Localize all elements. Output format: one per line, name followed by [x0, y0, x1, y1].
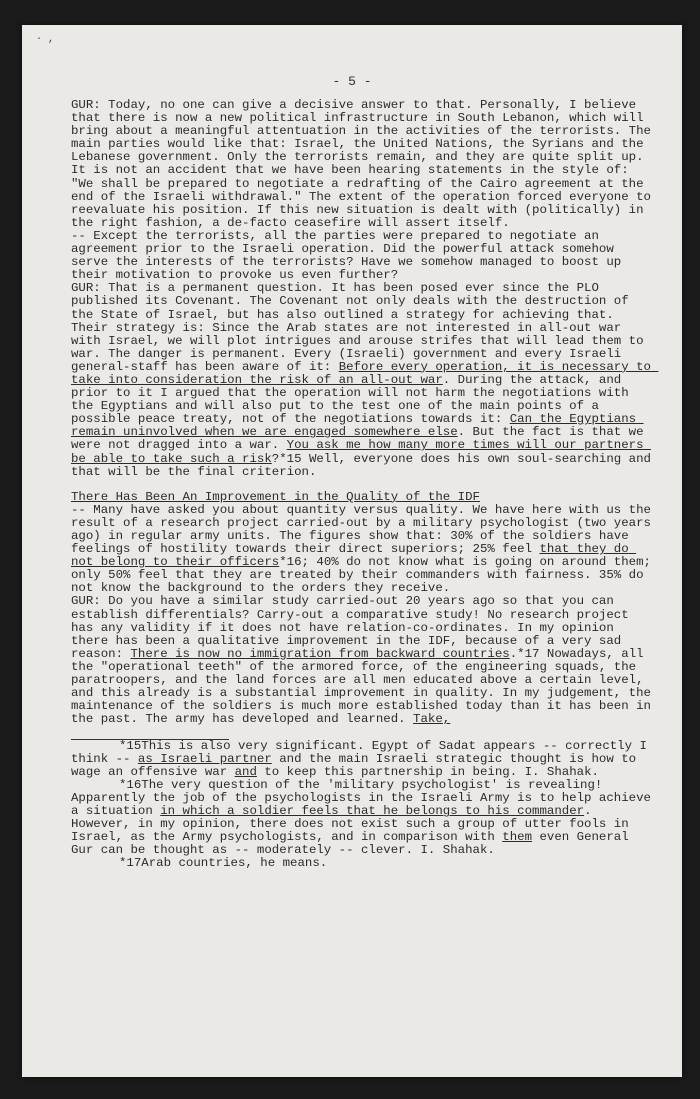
corner-mark: · , [36, 34, 55, 45]
paragraph-question-2 [71, 502, 659, 596]
text: *15This is also very significant. Egypt of Sadat appears -- correctly I think -- [71, 739, 647, 767]
text: and the main Israeli strategic thought is how to wage an offensive war [71, 752, 637, 780]
text: GUR: Do you have a similar study carried-out 20 years ago so that you can establish differentials? Carry-out a comparative study! No research project has any validity if it does not have relation-co-ordinates. In my opinion there has been a qualitative improvement in the IDF, because of a very sad reason: [71, 594, 637, 661]
text: even General Gur can be thought as -- moderately -- clever. I. Shahak. [71, 830, 629, 858]
footnote-15 [71, 740, 651, 779]
underlined-text: Before every operation, it is necessary to take into consideration the risk of an all-out war [71, 359, 659, 387]
footnote-17 [71, 857, 651, 870]
text: . During the attack, and prior to it I argued that the operation will not harm the negotiations with the Egyptians and will also put to the test one of the main points of a possible peace treaty, not of the negotiations towards it: [71, 372, 637, 427]
text: . However, in my opinion, there does not exist such a group of utter fools in Israel, as the Army psychologists, and in comparison with [71, 804, 629, 845]
document-body [71, 98, 659, 871]
underlined-text: in which a soldier feels that he belongs to his commander [160, 804, 585, 819]
section-heading: There Has Been An Improvement in the Quality of the IDF [71, 489, 480, 504]
footnote-16 [71, 779, 651, 857]
paragraph-question-1: -- Except the terrorists, all the parties were prepared to negotiate an agreement prior to the Israeli operation. Did the powerful attack somehow serve the interests of the terrorists? Have we somehow managed to boost up their motivation to provoke us even further? [71, 228, 629, 283]
underlined-text: and [234, 765, 257, 780]
underlined-text: them [502, 830, 533, 845]
text: -- Many have asked you about quantity versus quality. We have here with us the result of a research project carried-out by a military psychologist (two years ago) in regular army units. The figures show that: 30% of the soldiers have feelings of hostility towards their direct superiors; 25% feel [71, 502, 659, 557]
text: *16The very question of the 'military psychologist' is revealing! Apparently the job of the psychologists in the Israeli Army is to help achieve a situation [71, 778, 651, 819]
text: . But the fact is that we were not dragged into a war. [71, 425, 651, 453]
paragraph-gur-answer-1: GUR: Today, no one can give a decisive answer to that. Personally, I believe that there is now a new political infrastructure in South Lebanon, which will bring about a meaningful attentuation in the activities of the terrorists. The main parties would like that: Israel, the United Nations, the Syrians and the Lebanese government. Only the terrorists remain, and they are quite split up. It is not an accident that we have been hearing statements in the style of: "We shall be prepared to negotiate a redrafting of the Cairo agreement at the end of the Israeli withdrawal." The extent of the operation forced everyone to reevaluate his position. If this new situation is dealt with (politically) in the right fashion, a de-facto ceasefire will assert itself. [71, 98, 659, 230]
paragraph-gur-answer-3 [71, 594, 659, 727]
page-number: - 5 - [332, 74, 372, 89]
text: *16; 40% do not know what is going on around them; only 50% feel that they are treated by their commanders with fairness. 35% do not know the background to the orders they receive. [71, 555, 659, 596]
underlined-text: Can the Egyptians remain uninvolved when we are engaged somewhere else [71, 412, 644, 440]
underlined-text: Take, [413, 712, 451, 727]
text: *17Arab countries, he means. [119, 856, 328, 871]
underlined-text: There is now no immigration from backward countries [130, 646, 510, 661]
underlined-text: that they do not belong to their officers [71, 542, 637, 570]
text: .*17 Nowadays, all the "operational teeth" of the armored force, of the engineering squads, the paratroopers, and the land forces are all men educated above a certain level, and this already is a substantial improvement in quality. In my judgement, the maintenance of the soldiers is much more established today than it has been in the past. The army has developed and learned. [71, 646, 659, 727]
text: ?*15 Well, everyone does his own soul-searching and that will be the final criterion. [71, 451, 659, 479]
paragraph-gur-answer-2 [71, 281, 659, 479]
underlined-text: You ask me how many more times will our partners be able to take such a risk [71, 438, 651, 466]
document-page [22, 25, 682, 1077]
text: to keep this partnership in being. I. Shahak. [256, 765, 599, 780]
underlined-text: as Israeli partner [137, 752, 272, 767]
text: GUR: That is a permanent question. It has been posed ever since the PLO published its Covenant. The Covenant not only deals with the destruction of the State of Israel, but has also outlined a strategy for achieving that. Their strategy is: Since the Arab states are not interested in all-out war with Israel, we will plot intrigues and arouse strifes that will lead them to war. The danger is permanent. Every (Israeli) government and every Israeli general-staff has been aware of it: [71, 281, 651, 374]
